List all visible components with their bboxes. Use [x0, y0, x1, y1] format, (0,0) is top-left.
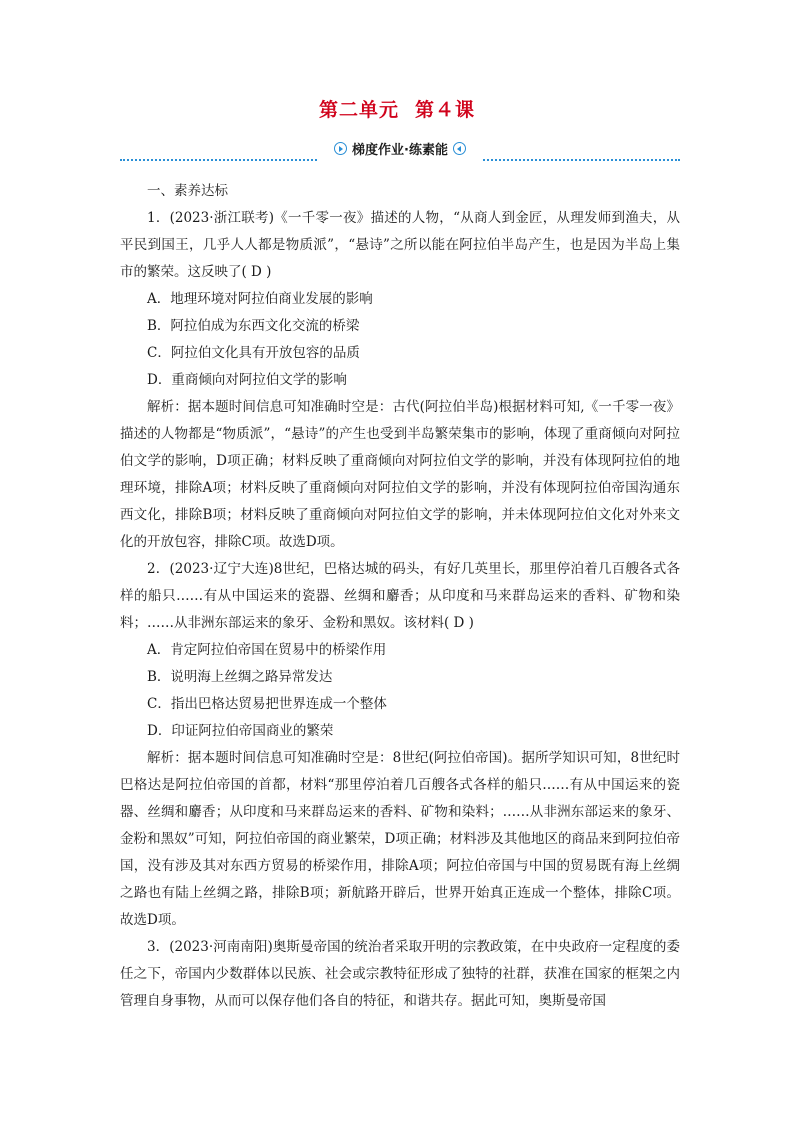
- option-d: D．印证阿拉伯帝国商业的繁荣: [147, 723, 334, 739]
- play-right-icon: [334, 142, 347, 155]
- question-analysis: 解析：据本题时间信息可知准确时空是：古代(阿拉伯半岛)根据材料可知,《一千零一夜》描述的人物都是“物质派”，“悬诗”的产生也受到半岛繁荣集市的影响，体现了重商倾向对阿拉伯文学的影响，D项正确；材料反映了重商倾向对阿拉伯文学的影响，并没有体现阿拉伯的地理环境，排除A项；材料反映了重商倾向对阿拉伯文学的影响，并没有体现阿拉伯帝国沟通东西文化，排除B项；材料反映了重商倾向对阿拉伯文学的影响，并未体现阿拉伯文化对外来文化的开放包容，排除C项。故选D项。: [120, 399, 680, 550]
- question-stem: 1．(2023·浙江联考)《一千零一夜》描述的人物，“从商人到金匠，从理发师到渔夫，从平民到国王，几乎人人都是物质派”，“悬诗”之所以能在阿拉伯半岛产生，也是因为半岛上集市的繁荣。这反映了( D ): [120, 210, 680, 280]
- question-1: [120, 205, 680, 556]
- option-d: D．重商倾向对阿拉伯文学的影响: [147, 372, 347, 388]
- option-a: A．地理环境对阿拉伯商业发展的影响: [147, 291, 373, 307]
- question-2: [120, 556, 680, 934]
- question-analysis: 解析：据本题时间信息可知准确时空是：8世纪(阿拉伯帝国)。据所学知识可知，8世纪时巴格达是阿拉伯帝国的首都，材料“那里停泊着几百艘各式各样的船只……有从中国运来的瓷器、丝绸和麝香；从印度和马来群岛运来的香料、矿物和染料；……从非洲东部运来的象牙、金粉和黑奴”可知，阿拉伯帝国的商业繁荣，D项正确；材料涉及其他地区的商品来到阿拉伯帝国，没有涉及其对东西方贸易的桥梁作用，排除A项；阿拉伯帝国与中国的贸易既有海上丝绸之路也有陆上丝绸之路，排除B项；新航路开辟后，世界开始真正连成一个整体，排除C项。故选D项。: [120, 750, 680, 928]
- lesson-title: 第４课: [415, 99, 476, 121]
- section-heading: 一、素养达标: [147, 183, 228, 199]
- section-banner: [120, 141, 680, 163]
- option-a: A．肯定阿拉伯帝国在贸易中的桥梁作用: [147, 642, 387, 658]
- question-stem: 2．(2023·辽宁大连)8世纪，巴格达城的码头，有好几英里长，那里停泊着几百艘各式各样的船只……有从中国运来的瓷器、丝绸和麝香；从印度和马来群岛运来的香料、矿物和染料；……从非洲东部运来的象牙、金粉和黑奴。该材料( D ): [120, 561, 680, 631]
- question-3: [120, 934, 680, 1015]
- banner-text: 梯度作业·练素能: [352, 143, 448, 158]
- option-b: B．说明海上丝绸之路异常发达: [147, 669, 333, 685]
- unit-title: 第二单元: [318, 99, 399, 121]
- option-c: C．阿拉伯文化具有开放包容的品质: [147, 345, 360, 361]
- option-c: C．指出巴格达贸易把世界连成一个整体: [147, 696, 387, 712]
- page-title: [0, 95, 794, 122]
- question-stem: 3．(2023·河南南阳)奥斯曼帝国的统治者采取开明的宗教政策，在中央政府一定程度的委任之下，帝国内少数群体以民族、社会或宗教特征形成了独特的社群，获准在国家的框架之内管理自身事物，从而可以保存他们各自的特征，和谐共存。据此可知，奥斯曼帝国: [120, 939, 680, 1009]
- content-body: [120, 178, 680, 1015]
- play-left-icon: [453, 142, 466, 155]
- banner-label: [318, 141, 482, 161]
- option-b: B．阿拉伯成为东西文化交流的桥梁: [147, 318, 360, 334]
